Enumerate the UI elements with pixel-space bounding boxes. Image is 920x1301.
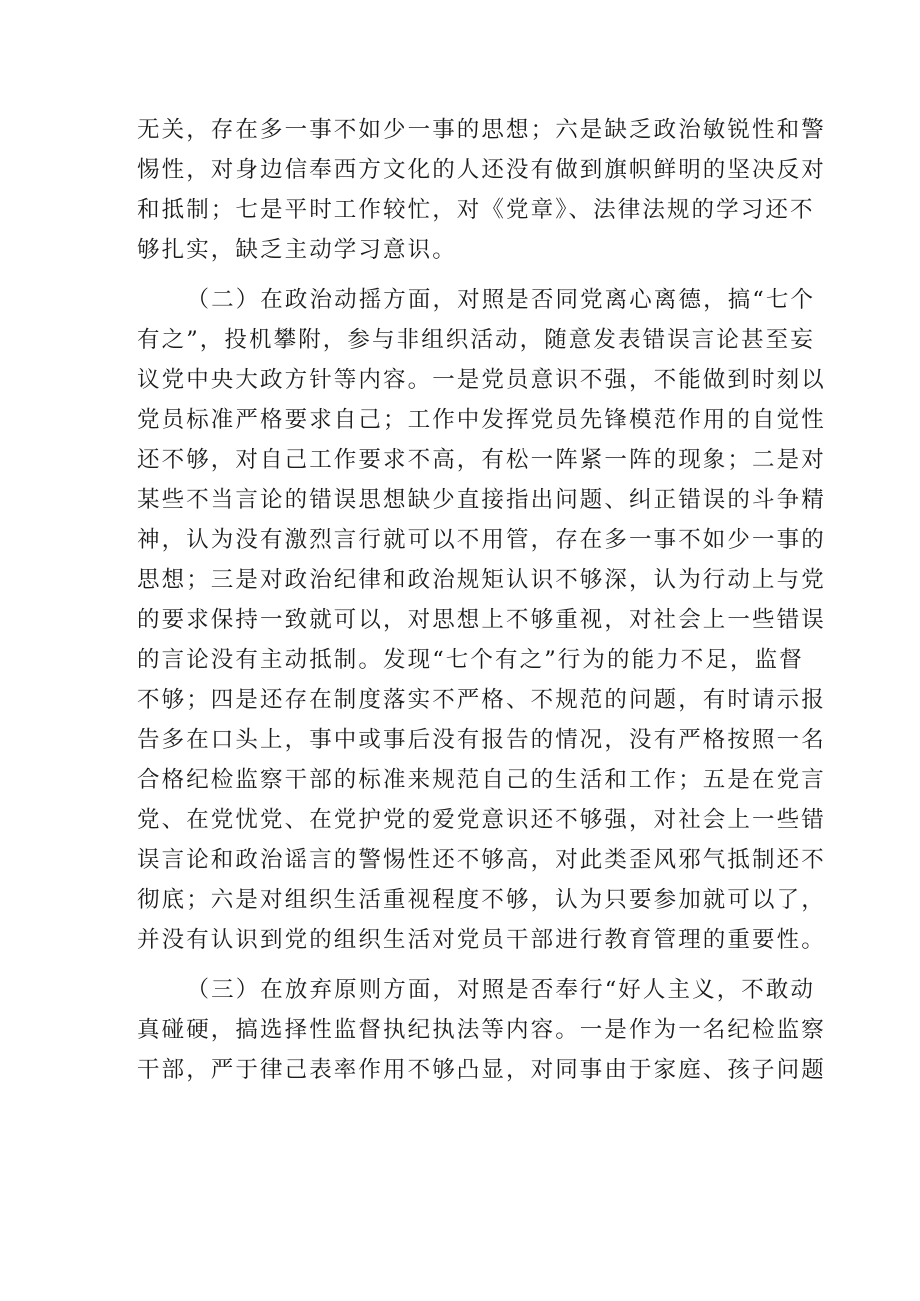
text-line: 够扎实，缺乏主动学习意识。 (137, 237, 457, 263)
text-line: 议党中央大政方针等内容。一是党员意识不强，不能做到时刻以 (137, 367, 826, 393)
text-line: 惕性，对身边信奉西方文化的人还没有做到旗帜鲜明的坚决反对 (137, 157, 826, 183)
paragraph-abandoning-principles (137, 970, 826, 1090)
text-line: 的要求保持一致就可以，对思想上不够重视，对社会上一些错误 (137, 607, 826, 633)
text-line: 有之”，投机攀附，参与非组织活动，随意发表错误言论甚至妄 (137, 327, 815, 353)
text-line: 党、在党忧党、在党护党的爱党意识还不够强，对社会上一些错 (137, 807, 826, 833)
text-line: 误言论和政治谣言的警惕性还不够高，对此类歪风邪气抵制还不 (137, 847, 826, 873)
text-line: 合格纪检监察干部的标准来规范自己的生活和工作；五是在党言 (137, 767, 826, 793)
text-line: 某些不当言论的错误思想缺少直接指出问题、纠正错误的斗争精 (137, 487, 826, 513)
document-body (137, 110, 826, 1100)
text-line: 真碰硬，搞选择性监督执纪执法等内容。一是作为一名纪检监察 (137, 1017, 826, 1043)
text-line: 和抵制；七是平时工作较忙，对《党章》、法律法规的学习还不 (137, 197, 815, 223)
text-line: 无关，存在多一事不如少一事的思想；六是缺乏政治敏锐性和警 (137, 117, 826, 143)
text-line: 不够；四是还存在制度落实不严格、不规范的问题，有时请示报 (137, 687, 826, 713)
text-line: 的言论没有主动抵制。发现“七个有之”行为的能力不足，监督 (137, 647, 804, 673)
text-line: 神，认为没有激烈言行就可以不用管，存在多一事不如少一事的 (137, 527, 826, 553)
text-line: 并没有认识到党的组织生活对党员干部进行教育管理的重要性。 (137, 927, 826, 953)
text-line: 彻底；六是对组织生活重视程度不够，认为只要参加就可以了， (137, 887, 826, 913)
text-line-first: （三）在放弃原则方面，对照是否奉行“好人主义，不敢动 (186, 977, 816, 1003)
paragraph-continuation (137, 110, 826, 270)
text-line-first: （二）在政治动摇方面，对照是否同党离心离德，搞“七个 (186, 287, 816, 313)
text-line: 干部，严于律己表率作用不够凸显，对同事由于家庭、孩子问题 (137, 1057, 826, 1083)
text-line: 思想；三是对政治纪律和政治规矩认识不够深，认为行动上与党 (137, 567, 826, 593)
text-line: 告多在口头上，事中或事后没有报告的情况，没有严格按照一名 (137, 727, 826, 753)
paragraph-political-wavering (137, 280, 826, 960)
text-line: 党员标准严格要求自己；工作中发挥党员先锋模范作用的自觉性 (137, 407, 826, 433)
text-line: 还不够，对自己工作要求不高，有松一阵紧一阵的现象；二是对 (137, 447, 826, 473)
